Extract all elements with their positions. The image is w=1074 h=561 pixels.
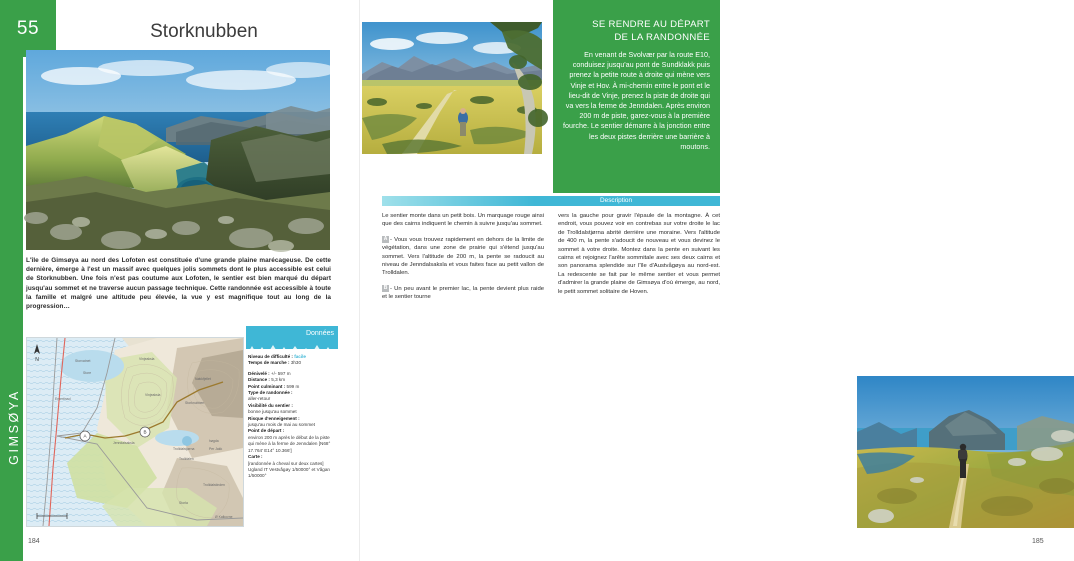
data-value-duration: 3h30	[290, 360, 302, 366]
page-title: Storknubben	[150, 21, 258, 42]
data-value-distance: 5,3 km	[271, 377, 286, 383]
region-label: GIMSØYA	[7, 389, 21, 465]
left-page	[0, 0, 360, 561]
data-row-start-point	[248, 428, 336, 454]
data-label-visibility: Visibilité du sentier :	[248, 402, 293, 408]
data-panel-wave	[246, 340, 338, 349]
data-row-type	[248, 390, 336, 403]
description-text-a: - Vous vous trouvez rapidement en dehors de la limite de végétation, dans une zone de prairie qui s'étend jusqu'au sommet. Vers l'altitude de 200 m, la pente se radoucit au niveau de Jenndalsaksla et vous faites face au petit vallon de Trolldalen.	[382, 236, 544, 277]
svg-text:Jenndalsaksla: Jenndalsaksla	[113, 441, 135, 445]
access-panel-title	[563, 18, 710, 44]
top-photo	[362, 22, 542, 154]
data-row-map	[248, 454, 336, 480]
data-label-distance: Distance :	[248, 377, 270, 383]
description-header-label: Description	[600, 197, 632, 204]
data-label-map: Carte :	[248, 454, 263, 460]
bottom-photo	[857, 376, 1074, 528]
svg-text:Per Jakk: Per Jakk	[209, 447, 223, 451]
svg-text:høgda: høgda	[209, 439, 219, 443]
waypoint-marker-a: A	[383, 235, 388, 242]
svg-text:Storvatnet: Storvatnet	[75, 359, 91, 363]
svg-text:B: B	[143, 429, 147, 435]
data-value-elevation: +/- 597 m	[270, 370, 291, 376]
description-paragraph-continued: vers la gauche pour gravir l'épaule de la montagne. À cet endroit, vous pouvez voir en contrebas sur votre droite le lac de Trolldalstjørna abrité derrière une moraine. Vers l'altitude de 400 m, la pente s'adoucit de nouveau et vous devinez le sommet à votre droite. Montez dans la pente en suivant les cairns et rejoignez l'arête sommitale avec ses deux cairns et son panorama splendide sur l'île d'Austvågøya au nord-est. La redescente se fait par le même sentier et vous permet d'admirer la grande plaine de Gimsøya d'où émerge, au nord, le petit sommet solitaire de Hoven.	[558, 213, 720, 295]
svg-text:Emertinad: Emertinad	[55, 397, 71, 401]
data-value-summit: 599 m	[286, 383, 300, 389]
data-value-start-point: environ 200 m après le début de la piste qui mène à la ferme de Jenndalen [N68° 17.764' E14° 10.366']	[248, 434, 331, 453]
svg-text:A: A	[83, 433, 87, 439]
data-label-difficulty: Niveau de difficulté :	[248, 354, 293, 359]
description-header-bar	[382, 196, 720, 206]
access-title-line2: DE LA RANDONNÉE	[614, 32, 710, 43]
right-page	[360, 0, 1044, 561]
svg-text:Storla: Storla	[179, 501, 188, 505]
svg-text:Trolldalstjørna: Trolldalstjørna	[173, 447, 195, 451]
svg-text:Vinjeaksla: Vinjeaksla	[139, 357, 155, 361]
data-value-map: [randonnée à cheval sur deux cartes] Ugland IT Vestvågøy 1/50000° et Vågan 1/50000°	[248, 460, 330, 479]
data-label-elevation: Dénivelé :	[248, 370, 270, 376]
svg-text:Storknubben: Storknubben	[185, 401, 205, 405]
data-panel-header: Données	[246, 326, 338, 340]
description-column-right	[558, 212, 720, 309]
waypoint-marker-b: B	[383, 284, 388, 291]
description-column-left	[382, 212, 544, 309]
data-label-type: Type de randonnée :	[248, 390, 293, 396]
folio-left: 184	[28, 538, 40, 545]
data-label-snow-risk: Risque d'enneigement :	[248, 415, 300, 421]
svg-text:Vinjeaksla: Vinjeaksla	[145, 393, 161, 397]
intro-paragraph: L'île de Gimsøya au nord des Lofoten est constituée d'une grande plaine marécageuse. De cette dernière, émerge à l'est un massif avec quelques jolis sommets dont le plus accessible est celui de Storknubben. Une fois n'est pas coutume aux Lofoten, le sentier est bien marqué du départ jusqu'au sommet et ne traverse aucun passage technique. Cette randonnée est accessible à toute la famille et malgré une altitude peu élevée, la vue y est magnifique tout au long de la progression…	[26, 257, 331, 311]
data-value-visibility: bonne jusqu'au sommet	[248, 409, 297, 415]
data-row-snow-risk	[248, 416, 336, 429]
svg-text:Ø Kalkovne: Ø Kalkovne	[215, 515, 233, 519]
description-text-b: - Un peu avant le premier lac, la pente devient plus raide et le sentier tourne	[382, 285, 544, 301]
svg-text:N: N	[35, 357, 39, 363]
svg-text:Trolldalstinden: Trolldalstinden	[203, 483, 225, 487]
data-label-duration: Temps de marche :	[248, 360, 290, 366]
data-panel	[246, 326, 338, 482]
svg-text:Nøkkfjellet: Nøkkfjellet	[195, 377, 211, 381]
folio-right: 185	[1032, 538, 1044, 545]
data-panel-body	[246, 349, 338, 482]
route-number: 55	[16, 17, 40, 39]
data-value-type: aller-retour	[248, 396, 271, 402]
svg-text:Trolldalen: Trolldalen	[179, 457, 194, 461]
data-value-snow-risk: jusqu'au mois de mai au sommet	[248, 422, 316, 428]
svg-text:Store: Store	[83, 371, 92, 375]
route-map	[26, 337, 244, 527]
description-paragraph-intro: Le sentier monte dans un petit bois. Un marquage rouge ainsi que des cairns indiquent le chemin à suivre jusqu'au sommet.	[382, 213, 544, 228]
data-label-summit: Point culminant :	[248, 383, 286, 389]
access-title-line1: SE RENDRE AU DÉPART	[592, 19, 710, 30]
description-columns	[382, 212, 720, 309]
hero-photo	[26, 50, 330, 250]
data-value-difficulty: facile	[294, 354, 306, 359]
data-label-start-point: Point de départ :	[248, 428, 285, 434]
data-row-visibility	[248, 403, 336, 416]
access-panel-text: En venant de Svolvær par la route E10, conduisez jusqu'au pont de Sundklakk puis prenez la petite route à droite qui mène vers Vinje et Hov. À mi-chemin entre le pont et le lieu-dit de Vinje, prenez la piste de droite qui va vers la ferme de Jenndalen. Après environ 200 m de piste, garez-vous à la première fourche. Le sentier démarre à la jonction entre les deux pistes derrière une barrière à moutons.	[562, 50, 710, 151]
description-paragraph-a	[382, 236, 544, 278]
description-paragraph-b	[382, 285, 544, 302]
